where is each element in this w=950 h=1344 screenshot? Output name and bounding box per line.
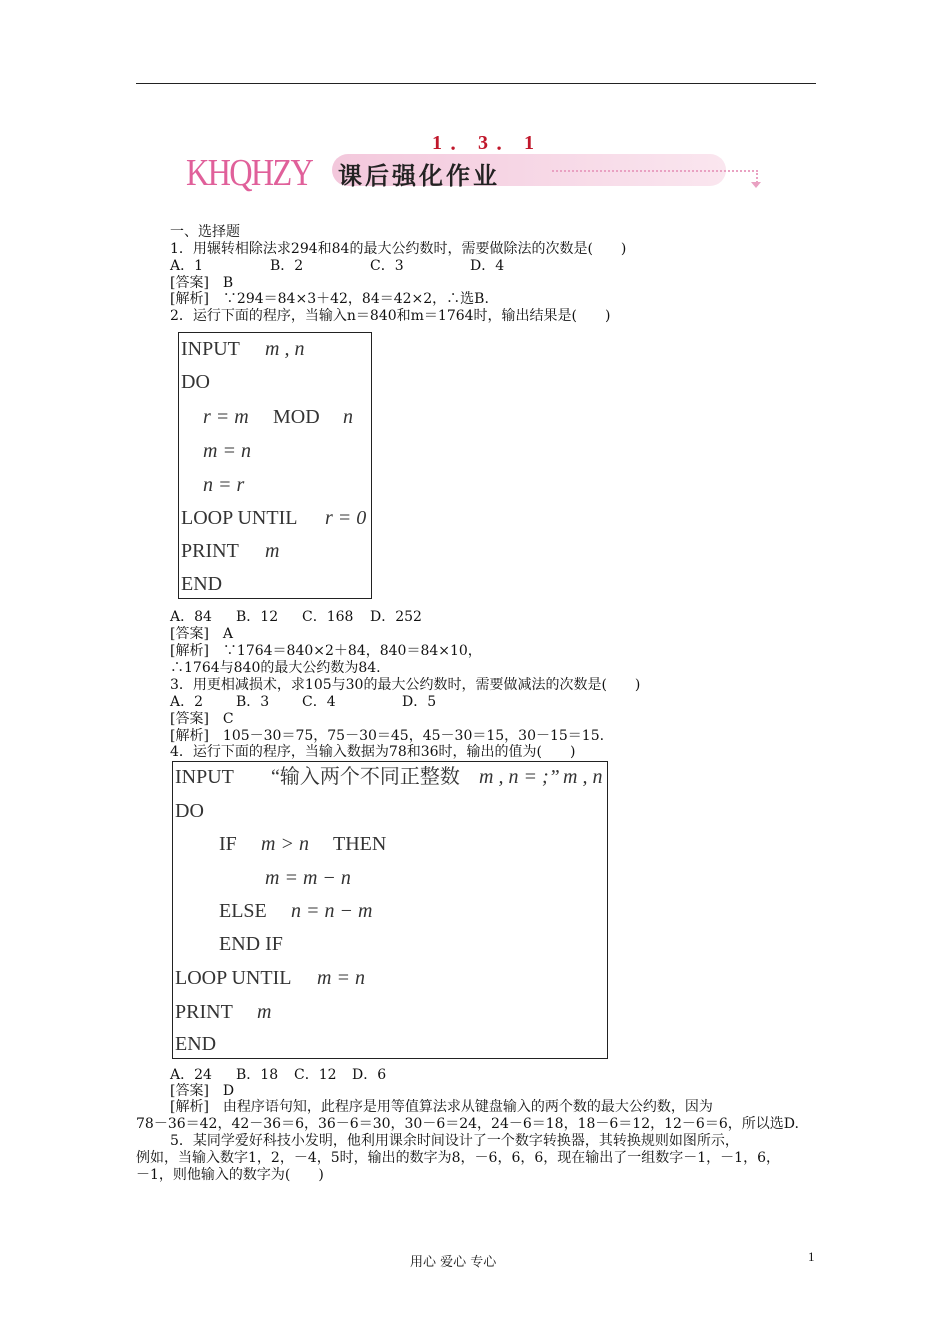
code-if-cond-text: m > n (261, 833, 309, 855)
q4-analysis-2: 78－36＝42，42－36＝6，36－6＝30，30－6＝24，24－6＝18，18－6＝12，12－6＝6，所以选D. (136, 1116, 799, 1132)
q4-answer: [答案] D (170, 1083, 235, 1099)
q2-option-a: A．84 (170, 609, 212, 625)
code-loop-cond (317, 966, 365, 990)
code-then: THEN (333, 833, 387, 855)
code-input-prompt-vars-text: m , n = ;” (479, 766, 560, 788)
code-m-minus-text: m = m − n (265, 867, 351, 889)
page-number: 1 (808, 1249, 815, 1264)
q2-analysis: [解析] ∵1764＝840×2＋84，840＝84×10， (170, 643, 482, 659)
q2-analysis-2: ∴1764与840的最大公约数为84. (170, 660, 381, 676)
q4-option-c: C．12 (294, 1067, 337, 1083)
q3-option-b: B．3 (236, 694, 270, 710)
q1-option-d: D．4 (470, 258, 505, 274)
q1-text: 1．用辗转相除法求294和84的最大公约数时，需要做除法的次数是( ) (170, 241, 627, 257)
q1-options (170, 258, 504, 275)
code-print-var (257, 1000, 271, 1024)
code-print: PRINT (181, 540, 239, 562)
code-input-vars (265, 337, 304, 361)
banner-dotted-line (552, 170, 758, 172)
code-mod-n (343, 405, 353, 429)
section-banner (186, 150, 766, 198)
code-input-vars-text: m , n (265, 338, 305, 360)
arrow-down-icon (751, 182, 761, 188)
code-loop-cond-text: r = 0 (325, 507, 367, 529)
section-heading: 一、选择题 (170, 224, 240, 240)
code-input-prompt: “输入两个不同正整数 (271, 766, 460, 788)
code-else: ELSE (219, 900, 267, 922)
banner-title: 课后强化作业 (338, 162, 500, 190)
code-print-var-text: m (257, 1001, 272, 1023)
code-print-var (265, 539, 279, 563)
code-input-vars-text: m , n (563, 766, 603, 788)
code-mod: MOD (273, 406, 320, 428)
q3-analysis: [解析] 105－30＝75，75－30＝45，45－30＝15，30－15＝15. (170, 728, 605, 744)
q4-analysis: [解析] 由程序语句知，此程序是用等值算法求从键盘输入的两个数的最大公约数，因为 (170, 1099, 713, 1115)
q4-option-d: D．6 (352, 1067, 387, 1083)
code-end-if: END IF (219, 933, 283, 955)
q5-line-2: 例如，当输入数字1，2，－4，5时，输出的数字为8，－6，6，6，现在输出了一组数字－1，－1，6， (136, 1150, 780, 1166)
q3-options (170, 694, 436, 711)
q3-text: 3．用更相减损术，求105与30的最大公约数时，需要做减法的次数是( ) (170, 677, 641, 693)
q2-text: 2．运行下面的程序，当输入n＝840和m＝1764时，输出结果是( ) (170, 308, 611, 324)
q2-options (170, 609, 422, 626)
code-input: INPUT (175, 766, 234, 788)
q2-option-d: D．252 (370, 609, 422, 625)
code-n-assign-text: n = r (203, 474, 245, 496)
footer-motto: 用心 爱心 专心 (410, 1255, 497, 1270)
code-loop-until: LOOP UNTIL (181, 507, 298, 529)
code-mod-n-text: n (343, 406, 353, 428)
q3-answer: [答案] C (170, 711, 234, 727)
code-loop-until: LOOP UNTIL (175, 967, 292, 989)
code-do: DO (175, 800, 204, 822)
q5-line-1: 5．某同学爱好科技小发明，他利用课余时间设计了一个数字转换器，其转换规则如图所示， (170, 1133, 739, 1149)
code-r-assign-text: r = m (203, 406, 249, 428)
code-input: INPUT (181, 338, 240, 360)
code-input-vars (563, 765, 602, 789)
q1-option-b: B．2 (270, 258, 304, 274)
q4-option-b: B．18 (236, 1067, 279, 1083)
q5-line-3: －1，则他输入的数字为( ) (136, 1167, 324, 1183)
q2-answer: [答案] A (170, 626, 234, 642)
q1-option-c: C．3 (370, 258, 404, 274)
code-print-var-text: m (265, 540, 280, 562)
code-loop-cond (325, 506, 366, 530)
q4-code-box (172, 761, 608, 1059)
q2-code-box (178, 332, 372, 599)
q4-options (170, 1067, 386, 1084)
code-m-assign (203, 439, 251, 463)
code-end: END (175, 1033, 217, 1055)
q1-option-a: A．1 (170, 258, 204, 274)
code-r-assign (203, 405, 249, 429)
section-number: 1．3．1 (432, 132, 542, 154)
banner-logo: KHQHZY (186, 152, 313, 194)
q3-option-d: D．5 (402, 694, 437, 710)
q3-option-c: C．4 (302, 694, 336, 710)
q2-option-b: B．12 (236, 609, 279, 625)
q2-option-c: C．168 (302, 609, 354, 625)
code-end: END (181, 573, 223, 595)
q4-option-a: A．24 (170, 1067, 212, 1083)
code-m-assign-text: m = n (203, 440, 251, 462)
code-if: IF (219, 833, 237, 855)
q3-option-a: A．2 (170, 694, 204, 710)
q1-answer: [答案] B (170, 275, 234, 291)
q1-analysis: [解析] ∵294＝84×3＋42，84＝42×2，∴选B. (170, 291, 489, 307)
code-input-prompt-vars (479, 765, 560, 789)
code-m-minus (265, 866, 351, 890)
code-loop-cond-text: m = n (317, 967, 365, 989)
code-n-minus (291, 899, 372, 923)
header-rule (136, 83, 816, 84)
code-do: DO (181, 371, 210, 393)
code-print: PRINT (175, 1001, 233, 1023)
code-n-assign (203, 473, 244, 497)
code-if-cond (261, 832, 309, 856)
q4-text: 4．运行下面的程序，当输入数据为78和36时，输出的值为( ) (170, 744, 576, 760)
code-n-minus-text: n = n − m (291, 900, 373, 922)
